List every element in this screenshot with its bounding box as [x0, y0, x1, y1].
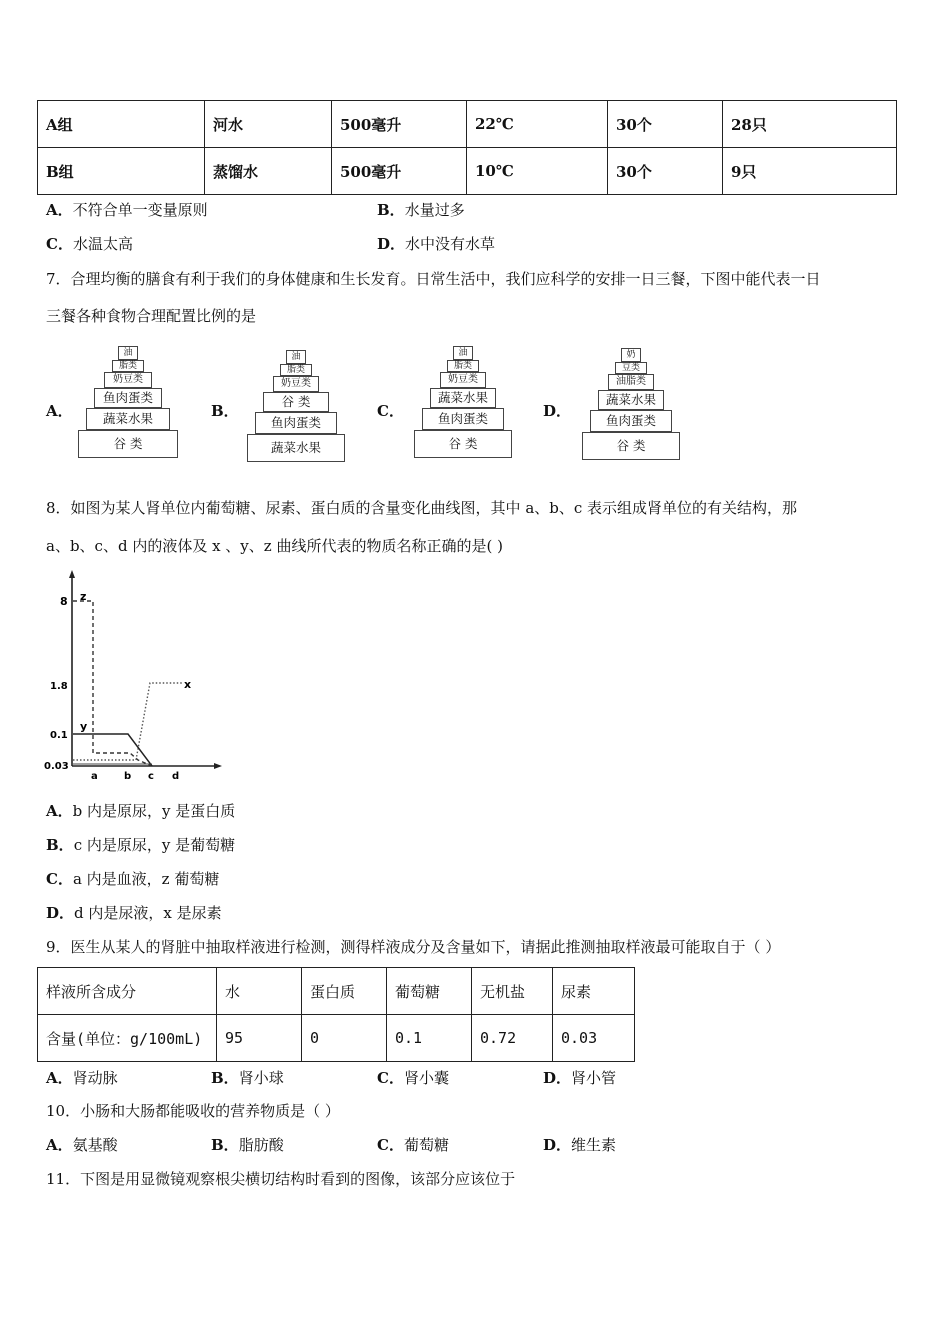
- table-cell: 0.72: [472, 1015, 553, 1062]
- table-cell: 95: [217, 1015, 302, 1062]
- food-pyramid-a: [78, 346, 178, 458]
- pyramid-layer: 鱼肉蛋类: [255, 412, 337, 434]
- pyramid-layer: 谷 类: [78, 430, 178, 458]
- x-tick-label: c: [148, 771, 154, 782]
- pyramid-layer: 谷 类: [582, 432, 680, 460]
- pyramid-d-label[interactable]: D．: [543, 402, 572, 420]
- option-text: 脂肪酸: [238, 1136, 284, 1154]
- pyramid-b-label[interactable]: B．: [211, 402, 239, 420]
- option-text: a 内是血液，z 葡萄糖: [72, 870, 220, 888]
- series-label-z: z: [80, 590, 87, 603]
- option-a[interactable]: [46, 1067, 118, 1088]
- option-a[interactable]: [46, 199, 208, 220]
- option-b[interactable]: [46, 834, 235, 855]
- option-label: A．: [46, 802, 73, 820]
- x-tick-label: a: [91, 771, 98, 782]
- x-tick-label: d: [172, 771, 180, 782]
- pyramid-layer: 奶豆类: [440, 372, 486, 388]
- option-text: 肾小囊: [403, 1069, 449, 1087]
- table-cell: 河水: [205, 101, 332, 148]
- table-header: 葡萄糖: [387, 968, 472, 1015]
- table-cell: 0: [302, 1015, 387, 1062]
- option-label: B．: [377, 201, 405, 219]
- table-header: 尿素: [553, 968, 635, 1015]
- option-c[interactable]: [46, 233, 133, 254]
- option-label: C．: [46, 870, 73, 888]
- pyramid-layer: 脂类: [447, 360, 479, 372]
- pyramid-layer: 鱼肉蛋类: [590, 410, 672, 432]
- y-tick-label: 8: [60, 595, 68, 608]
- option-text: 肾小管: [571, 1069, 617, 1087]
- series-x-line: [73, 683, 182, 760]
- option-d[interactable]: [543, 1067, 616, 1088]
- pyramid-layer: 蔬菜水果: [86, 408, 170, 430]
- option-b[interactable]: [211, 1067, 284, 1088]
- option-a[interactable]: [46, 800, 235, 821]
- y-axis-arrow: [69, 570, 75, 578]
- option-c[interactable]: [46, 868, 219, 889]
- table-cell: B组: [38, 148, 205, 195]
- option-label: D．: [377, 235, 406, 253]
- question-8-stem-cont: a、b、c、d 内的液体及 x 、y、z 曲线所代表的物质名称正确的是( ): [46, 537, 503, 555]
- option-text: 水中没有水草: [405, 235, 496, 253]
- option-text: 维生素: [571, 1136, 617, 1154]
- pyramid-layer: 豆类: [615, 362, 647, 374]
- question-10-stem: 10．小肠和大肠都能吸收的营养物质是（ ）: [46, 1102, 340, 1120]
- option-text: 肾小球: [238, 1069, 284, 1087]
- table-cell: 22℃: [467, 101, 608, 148]
- table-cell: 28只: [723, 101, 897, 148]
- question-9-stem: 9．医生从某人的肾脏中抽取样液进行检测，测得样液成分及含量如下，请据此推测抽取样液最可能取自于（ ）: [46, 938, 781, 956]
- option-label: C．: [46, 235, 73, 253]
- y-tick-label: 0.1: [50, 730, 68, 741]
- table-cell: 30个: [608, 148, 723, 195]
- x-axis-arrow: [214, 763, 222, 769]
- option-text: d 内是尿液，x 是尿素: [74, 904, 222, 922]
- table-header: 水: [217, 968, 302, 1015]
- pyramid-layer: 蔬菜水果: [247, 434, 345, 462]
- option-text: 不符合单一变量原则: [72, 201, 208, 219]
- option-label: D．: [46, 904, 75, 922]
- pyramid-layer: 谷 类: [263, 392, 329, 412]
- option-label: B．: [46, 836, 74, 854]
- pyramid-layer: 油脂类: [608, 374, 654, 390]
- option-label: B．: [211, 1136, 239, 1154]
- pyramid-layer: 油: [118, 346, 138, 360]
- y-tick-label: 0.03: [44, 761, 69, 772]
- table-header: 无机盐: [472, 968, 553, 1015]
- option-text: 水量过多: [404, 201, 465, 219]
- option-text: c 内是原尿，y 是葡萄糖: [73, 836, 236, 854]
- nephron-content-chart: [40, 568, 230, 786]
- table-cell: 9只: [723, 148, 897, 195]
- table-header: 样液所含成分: [38, 968, 217, 1015]
- table-cell: 10℃: [467, 148, 608, 195]
- pyramid-layer: 奶: [621, 348, 641, 362]
- option-label: C．: [377, 1136, 404, 1154]
- series-z-line: [73, 601, 152, 766]
- question-7-stem-cont: 三餐各种食物合理配置比例的是: [46, 307, 257, 325]
- pyramid-a-label[interactable]: A．: [46, 402, 73, 420]
- pyramid-layer: 奶豆类: [273, 376, 319, 392]
- question-7-stem: 7．合理均衡的膳食有利于我们的身体健康和生长发育。日常生活中，我们应科学的安排一日三餐，下图中能代表一日: [46, 270, 821, 288]
- table-cell: 30个: [608, 101, 723, 148]
- option-a[interactable]: [46, 1134, 118, 1155]
- option-label: B．: [211, 1069, 239, 1087]
- option-label: A．: [46, 201, 73, 219]
- pyramid-layer: 谷 类: [414, 430, 512, 458]
- x-tick-label: b: [124, 771, 132, 782]
- pyramid-layer: 鱼肉蛋类: [94, 388, 162, 408]
- food-pyramid-b: [247, 350, 345, 462]
- table-cell: 含量(单位：g/100mL): [38, 1015, 217, 1062]
- option-c[interactable]: [377, 1067, 449, 1088]
- pyramid-c-label[interactable]: C．: [377, 402, 404, 420]
- option-text: 葡萄糖: [403, 1136, 449, 1154]
- question-11-stem: 11．下图是用显微镜观察根尖横切结构时看到的图像，该部分应该位于: [46, 1170, 516, 1188]
- pyramid-layer: 油: [453, 346, 473, 360]
- option-d[interactable]: [377, 233, 495, 254]
- option-c[interactable]: [377, 1134, 449, 1155]
- option-text: 氨基酸: [72, 1136, 118, 1154]
- pyramid-layer: 油: [286, 350, 306, 364]
- pyramid-layer: 奶豆类: [104, 372, 152, 388]
- series-label-y: y: [80, 720, 88, 733]
- pyramid-layer: 蔬菜水果: [598, 390, 664, 410]
- option-b[interactable]: [377, 199, 465, 220]
- pyramid-layer: 脂类: [112, 360, 144, 372]
- table-header: 蛋白质: [302, 968, 387, 1015]
- series-label-x: x: [184, 678, 192, 691]
- option-label: D．: [543, 1069, 572, 1087]
- option-d[interactable]: [543, 1134, 616, 1155]
- table-cell: 蒸馏水: [205, 148, 332, 195]
- option-b[interactable]: [211, 1134, 284, 1155]
- option-d[interactable]: [46, 902, 222, 923]
- option-label: A．: [46, 1069, 73, 1087]
- option-text: 水温太高: [72, 235, 133, 253]
- option-label: C．: [377, 1069, 404, 1087]
- sample-table: [37, 967, 635, 1062]
- table-cell: 0.1: [387, 1015, 472, 1062]
- table-cell: 0.03: [553, 1015, 635, 1062]
- food-pyramid-d: [582, 348, 680, 460]
- y-tick-label: 1.8: [50, 681, 68, 692]
- pyramid-layer: 鱼肉蛋类: [422, 408, 504, 430]
- question-8-stem: 8．如图为某人肾单位内葡萄糖、尿素、蛋白质的含量变化曲线图，其中 a、b、c 表示组成肾单位的有关结构，那: [46, 499, 798, 517]
- table-cell: 500毫升: [332, 101, 467, 148]
- table-cell: A组: [38, 101, 205, 148]
- option-text: 肾动脉: [72, 1069, 118, 1087]
- pyramid-layer: 脂类: [280, 364, 312, 376]
- table-cell: 500毫升: [332, 148, 467, 195]
- option-label: A．: [46, 1136, 73, 1154]
- food-pyramid-c: [414, 346, 512, 458]
- experiment-table: [37, 100, 897, 195]
- pyramid-layer: 蔬菜水果: [430, 388, 496, 408]
- option-label: D．: [543, 1136, 572, 1154]
- option-text: b 内是原尿，y 是蛋白质: [72, 802, 236, 820]
